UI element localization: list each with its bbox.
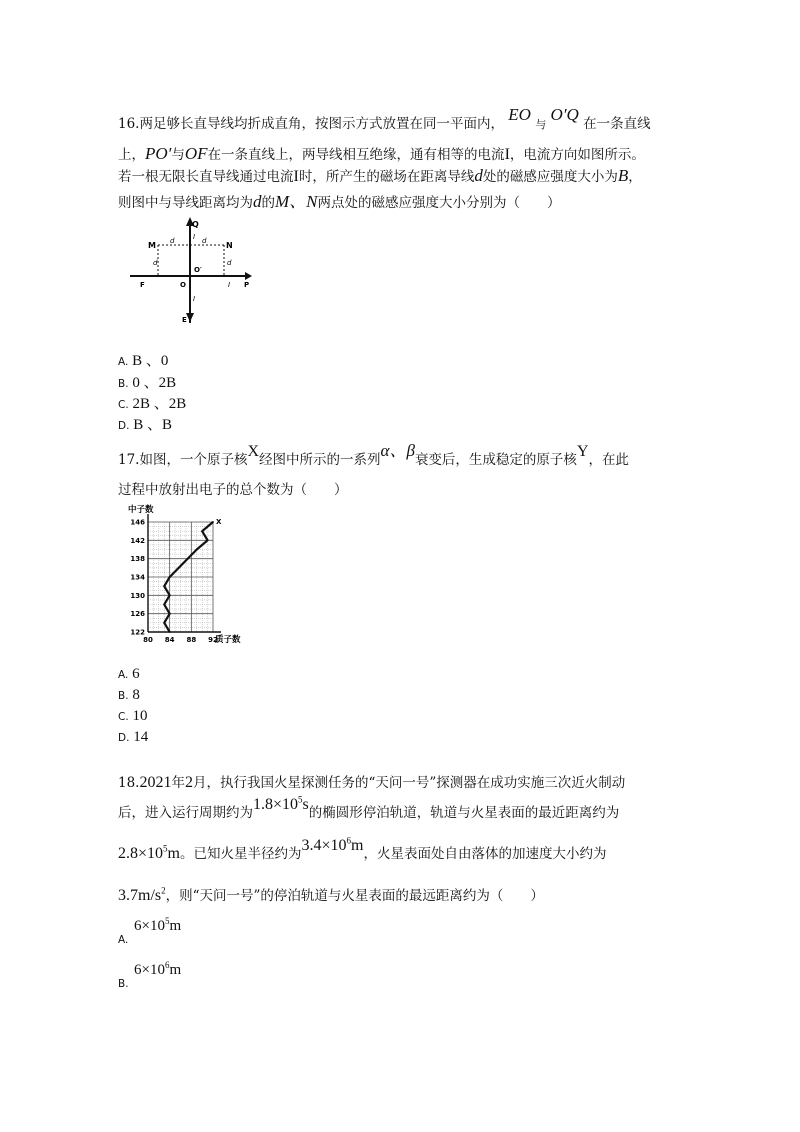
q16-oq: O′Q [550,105,579,124]
label-f: F [140,281,145,289]
q16-option-d[interactable]: D. B 、B [118,417,173,433]
decay-point [212,521,214,523]
decay-point [163,604,165,606]
arrow-p [245,272,252,280]
q18-line-4: $3.7m/s^2$，则“天问一号”的停泊轨道与火星表面的最远距离约为（ ） [118,885,544,904]
decay-point [201,530,203,532]
x-tick-label: 88 [186,636,197,644]
decay-point [207,539,209,541]
q18-line-3: $2.8\times 10^5m$。已知火星半径约为$3.4\times 10^6m$，火星表面处自由落体的加速度大小约为 [118,835,607,862]
y-axis-label: 中子数 [128,505,154,515]
label-d-left: d [153,259,158,267]
q16-line-2: 上，PO′与OF在一条直线上，两导线相互绝缘，通有相等的电流I，电流方向如图所示。 [118,144,645,163]
decay-point [169,613,171,615]
q17-option-a[interactable]: A. 6 [118,666,140,682]
label-i-bottom: I [193,295,196,303]
q16-line-3: 若一根无限长直导线通过电流I时，所产生的磁场在距离导线d处的磁感应强度大小为B， [118,166,642,185]
decay-point [196,549,198,551]
decay-point [163,585,165,587]
x-tick-label: 84 [164,636,175,644]
y-tick-label: 130 [130,591,145,600]
q16-eo: EO [508,105,531,124]
chart-grid [148,522,213,632]
label-n: N [226,241,233,250]
label-i-top: I [193,233,196,241]
q16-option-b[interactable]: B. 0 、2B [118,375,177,391]
q17-line-1: 17.如图，一个原子核X经图中所示的一系列α、β衰变后，生成稳定的原子核Y，在此 [118,441,629,468]
label-d-top-right: d [202,237,207,245]
q18-line-2: 后，进入运行周期约为$1.8\times 10^5s$的椭圆形停泊轨道，轨道与火星表面的最近距离约为 [118,794,620,821]
x-tick-label: 92 [208,636,218,644]
decay-point [169,594,171,596]
end-label-x: X [216,518,222,526]
q16-number: 16. [118,116,140,132]
q16-option-c[interactable]: C. 2B 、2B [118,396,187,412]
y-tick-label: 138 [130,555,145,564]
q17-number: 17. [118,452,140,468]
q18-option-b[interactable]: $6\times 10^6m$ B. [118,960,182,990]
label-i-right: I [228,281,231,289]
q18-line-1: 18.2021年2月，执行我国火星探测任务的“天问一号”探测器在成功实施三次近火制动 [118,774,626,791]
y-tick-label: 126 [130,610,145,619]
q17-option-d[interactable]: D. 14 [118,729,149,745]
q17-option-c[interactable]: C. 10 [118,708,148,724]
q17-line-2: 过程中放射出电子的总个数为（ ） [118,482,348,498]
x-tick-label: 80 [143,636,153,644]
q18-number: 18. [118,775,140,791]
label-p: P [244,281,250,289]
y-tick-label: 122 [130,628,145,637]
decay-point [169,576,171,578]
decay-point [169,631,171,633]
label-m: M [148,241,156,250]
arrow-e [186,313,194,322]
q17-option-b[interactable]: B. 8 [118,687,140,703]
y-tick-label: 134 [130,573,145,582]
q16-line-4: 则图中与导线距离均为d的M、N两点处的磁感应强度大小分别为（ ） [118,192,561,211]
chart-labels [128,504,241,645]
decay-chart [118,500,268,652]
q16-line-1: 16.两足够长直导线均折成直角，按图示方式放置在同一平面内， EO 与 O′Q 在一条直线 [118,105,651,132]
label-e: E [182,316,187,324]
label-o: O [180,281,186,289]
x-axis-label: 质子数 [215,635,241,645]
q16-wire-figure [118,215,268,330]
label-q: Q [192,220,199,229]
decay-point [163,622,165,624]
q18-option-a[interactable]: $6\times 10^5m$ A. [118,916,182,946]
y-tick-label: 146 [130,518,145,527]
label-d-top-left: d [170,237,175,245]
y-tick-label: 142 [130,536,145,545]
label-d-right: d [227,259,232,267]
q16-option-a[interactable]: A. B 、0 [118,353,169,369]
label-o-prime: O′ [194,266,202,274]
